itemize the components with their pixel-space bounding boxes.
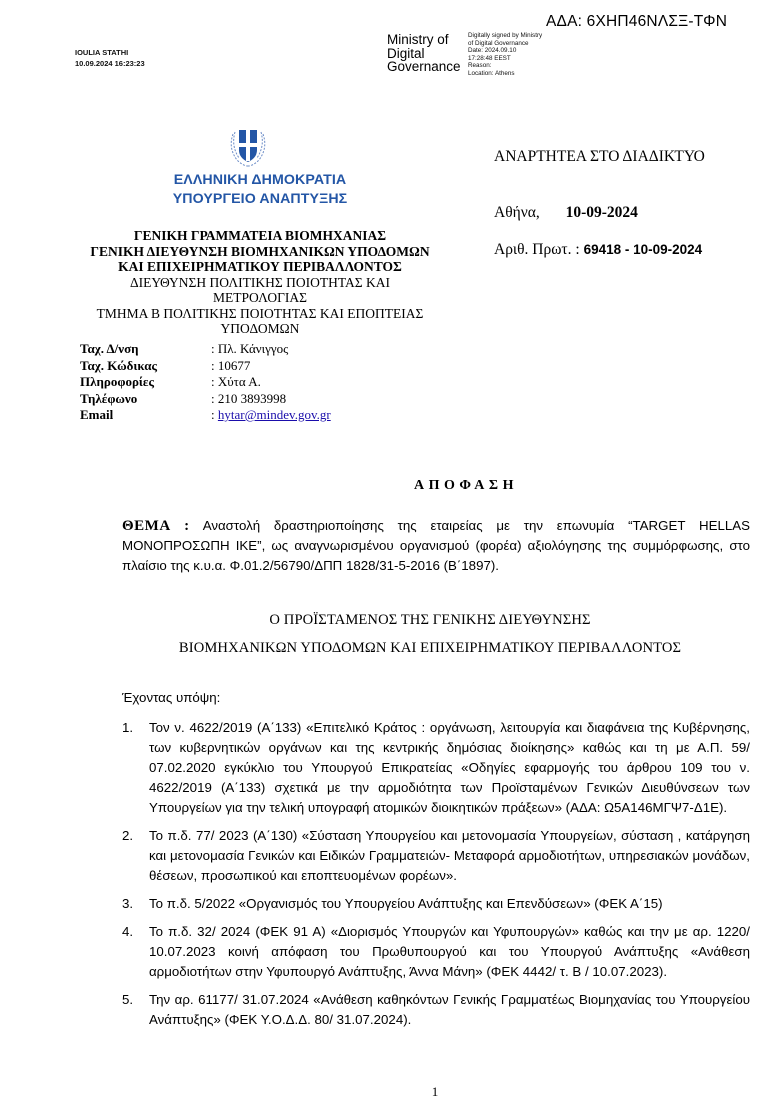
protocol-label: Αριθ. Πρωτ. : xyxy=(494,241,580,258)
item-text: Το π.δ. 77/ 2023 (Α΄130) «Σύσταση Υπουργείου και μετονομασία Υπουργείων, σύσταση , κατάργηση και μετονομασία Γενικών και Ειδικών Γραμματειών- Μεταφορά αρμοδιοτήτων, υπηρεσιακών μονάδων, θέσεων, προσωπικού και εποπτευομένων φορέων». xyxy=(149,828,750,883)
place-date xyxy=(494,204,638,222)
ada-code: ΑΔΑ: 6ΧΗΠ46ΝΛΣΞ-ΤΦΝ xyxy=(546,13,728,30)
signature-detail-line: Date: 2024.09.10 xyxy=(468,47,517,55)
email-link[interactable]: hytar@mindev.gov.gr xyxy=(217,407,331,422)
signature-detail-line: Digitally signed by Ministry xyxy=(468,32,543,39)
publish-notice: ΑΝΑΡΤΗΤΕΑ ΣΤΟ ΔΙΑΔΙΚΤΥΟ xyxy=(494,148,705,165)
contact-value: : Πλ. Κάνιγγος xyxy=(211,341,289,356)
org-line: ΓΕΝΙΚΗ ΔΙΕΥΘΥΝΣΗ ΒΙΟΜΗΧΑΝΙΚΩΝ ΥΠΟΔΟΜΩΝ xyxy=(90,243,430,259)
signature-detail-line: of Digital Governance xyxy=(468,39,529,47)
city-label: Αθήνα, xyxy=(494,204,540,221)
signer-stamp xyxy=(75,47,145,69)
considerations-list xyxy=(122,718,750,1038)
list-item xyxy=(122,922,750,982)
signature-detail-line: Reason: xyxy=(468,62,492,70)
item-number: 3. xyxy=(122,896,134,911)
issuer-line: Digital xyxy=(387,45,425,61)
republic-title: ΕΛΛΗΝΙΚΗ ΔΗΜΟΚΡΑΤΙΑ xyxy=(173,172,347,188)
item-number: 5. xyxy=(122,992,134,1007)
subject-label: ΘΕΜΑ : xyxy=(122,518,190,534)
org-line: ΤΜΗΜΑ Β ΠΟΛΙΤΙΚΗΣ ΠΟΙΟΤΗΤΑΣ ΚΑΙ ΕΠΟΠΤΕΙΑΣ xyxy=(96,305,424,321)
list-item xyxy=(122,894,750,914)
organization-block xyxy=(60,228,460,337)
item-number: 4. xyxy=(122,924,134,939)
signer-datetime: 10.09.2024 16:23:23 xyxy=(75,59,145,68)
authority-line: Ο ΠΡΟΪΣΤΑΜΕΝΟΣ ΤΗΣ ΓΕΝΙΚΗΣ ΔΙΕΥΘΥΝΣΗΣ xyxy=(269,612,591,628)
contact-label: Email xyxy=(80,407,114,422)
signature-detail-line: Location: Athens xyxy=(468,69,515,77)
subject-paragraph xyxy=(122,516,750,576)
item-text: Τον ν. 4622/2019 (Α΄133) «Επιτελικό Κράτος : οργάνωση, λειτουργία και διαφάνεια της Κυβέρνησης, των κυβερνητικών οργάνων και της κεντρικής δημόσιας διοίκησης» καθώς και τη με Α.Π. 59/ 07.02.2020 εγκύκλιο του Υπουργού Επικρατείας «Οδηγίες εφαρμογής του άρθρου 109 του ν. 4622/2019 (Α΄133) σχετικά με την αρμοδιότητα των Προϊσταμένων Γενικών Διευθύνσεων των Υπουργείων για την τελική υπογραφή ατομικών διοικητικών πράξεων» (ΑΔΑ: Ω5Α146ΜΓΨ7-Δ1Ε). xyxy=(149,720,750,815)
digital-signature-details xyxy=(468,32,542,78)
issuer-line: Ministry of xyxy=(387,32,449,47)
item-number: 1. xyxy=(122,720,134,735)
item-text: Το π.δ. 5/2022 «Οργανισμός του Υπουργείου Ανάπτυξης και Επενδύσεων» (ΦΕΚ Α΄15) xyxy=(149,896,663,911)
signer-name: IOULIA STATHI xyxy=(75,48,129,57)
contact-prefix: : xyxy=(211,407,218,422)
contact-value: : Χύτα Α. xyxy=(211,374,261,389)
list-item xyxy=(122,826,750,886)
document-title: ΑΠΟΦΑΣΗ xyxy=(414,478,518,493)
list-item xyxy=(122,990,750,1030)
issuer-line: Governance xyxy=(387,59,461,74)
contact-row xyxy=(80,391,331,408)
ministry-title: ΥΠΟΥΡΓΕΙΟ ΑΝΑΠΤΥΞΗΣ xyxy=(172,191,348,207)
org-line: ΥΠΟΔΟΜΩΝ xyxy=(220,321,300,336)
org-line: ΚΑΙ ΕΠΙΧΕΙΡΗΜΑΤΙΚΟΥ ΠΕΡΙΒΑΛΛΟΝΤΟΣ xyxy=(118,259,402,274)
protocol-value: 69418 - 10-09-2024 xyxy=(583,242,703,257)
subject-text: Αναστολή δραστηριοποίησης της εταιρείας με την επωνυμία “TARGET HELLAS ΜΟΝΟΠΡΟΣΩΠΗ ΙΚΕ”, ως αναγνωρισμένου οργανισμού (φορέα) αξιολόγησης της συμμόρφωσης, στο πλαίσιο της κ.υ.α. Φ.01.2/56790/ΔΠΠ 1828/31-5-2016 (Β΄1897). xyxy=(122,518,750,573)
contact-value: : 210 3893998 xyxy=(211,390,287,406)
greek-coat-of-arms-icon xyxy=(225,124,271,168)
org-line: ΜΕΤΡΟΛΟΓΙΑΣ xyxy=(213,290,307,305)
document-date: 10-09-2024 xyxy=(565,204,638,221)
authority-line: ΒΙΟΜΗΧΑΝΙΚΩΝ ΥΠΟΔΟΜΩΝ ΚΑΙ ΕΠΙΧΕΙΡΗΜΑΤΙΚΟΥ ΠΕΡΙΒΑΛΛΟΝΤΟΣ xyxy=(178,640,682,656)
digital-signature-issuer xyxy=(387,33,461,74)
item-number: 2. xyxy=(122,828,134,843)
list-item xyxy=(122,718,750,818)
contact-label: Ταχ. Δ/νση xyxy=(80,341,139,356)
contact-label: Τηλέφωνο xyxy=(80,390,138,406)
contact-row xyxy=(80,407,331,424)
signature-detail-line: 17:28:48 EEST xyxy=(468,54,511,62)
item-text: Το π.δ. 32/ 2024 (ΦΕΚ 91 Α) «Διορισμός Υπουργών και Υφυπουργών» καθώς και την με αρ. 1220/ 10.07.2023 κοινή απόφαση του Πρωθυπουργού και του Υπουργού Ανάπτυξης «Ανάθεση αρμοδιοτήτων στην Υφυπουργό Ανάπτυξης, Άννα Μάνη» (ΦΕΚ 4442/ τ. Β / 10.07.2023). xyxy=(149,924,750,979)
page-number: 1 xyxy=(431,1084,439,1099)
contact-value: : 10677 xyxy=(211,357,251,373)
considering-label: Έχοντας υπόψη: xyxy=(122,690,221,705)
contact-row xyxy=(80,341,331,358)
protocol-number xyxy=(494,241,702,259)
contact-info xyxy=(80,341,331,424)
org-line: ΓΕΝΙΚΗ ΓΡΑΜΜΑΤΕΙΑ ΒΙΟΜΗΧΑΝΙΑΣ xyxy=(133,228,387,243)
contact-value xyxy=(211,407,331,424)
contact-label: Ταχ. Κώδικας xyxy=(80,357,157,373)
item-text: Την αρ. 61177/ 31.07.2024 «Ανάθεση καθηκόντων Γενικής Γραμματέως Βιομηχανίας του Υπουργείου Ανάπτυξης» (ΦΕΚ Υ.Ο.Δ.Δ. 80/ 31.07.2024). xyxy=(149,992,750,1027)
contact-row xyxy=(80,358,331,375)
contact-row xyxy=(80,374,331,391)
contact-label: Πληροφορίες xyxy=(80,374,154,389)
org-line: ΔΙΕΥΘΥΝΣΗ ΠΟΛΙΤΙΚΗΣ ΠΟΙΟΤΗΤΑΣ ΚΑΙ xyxy=(129,274,391,290)
